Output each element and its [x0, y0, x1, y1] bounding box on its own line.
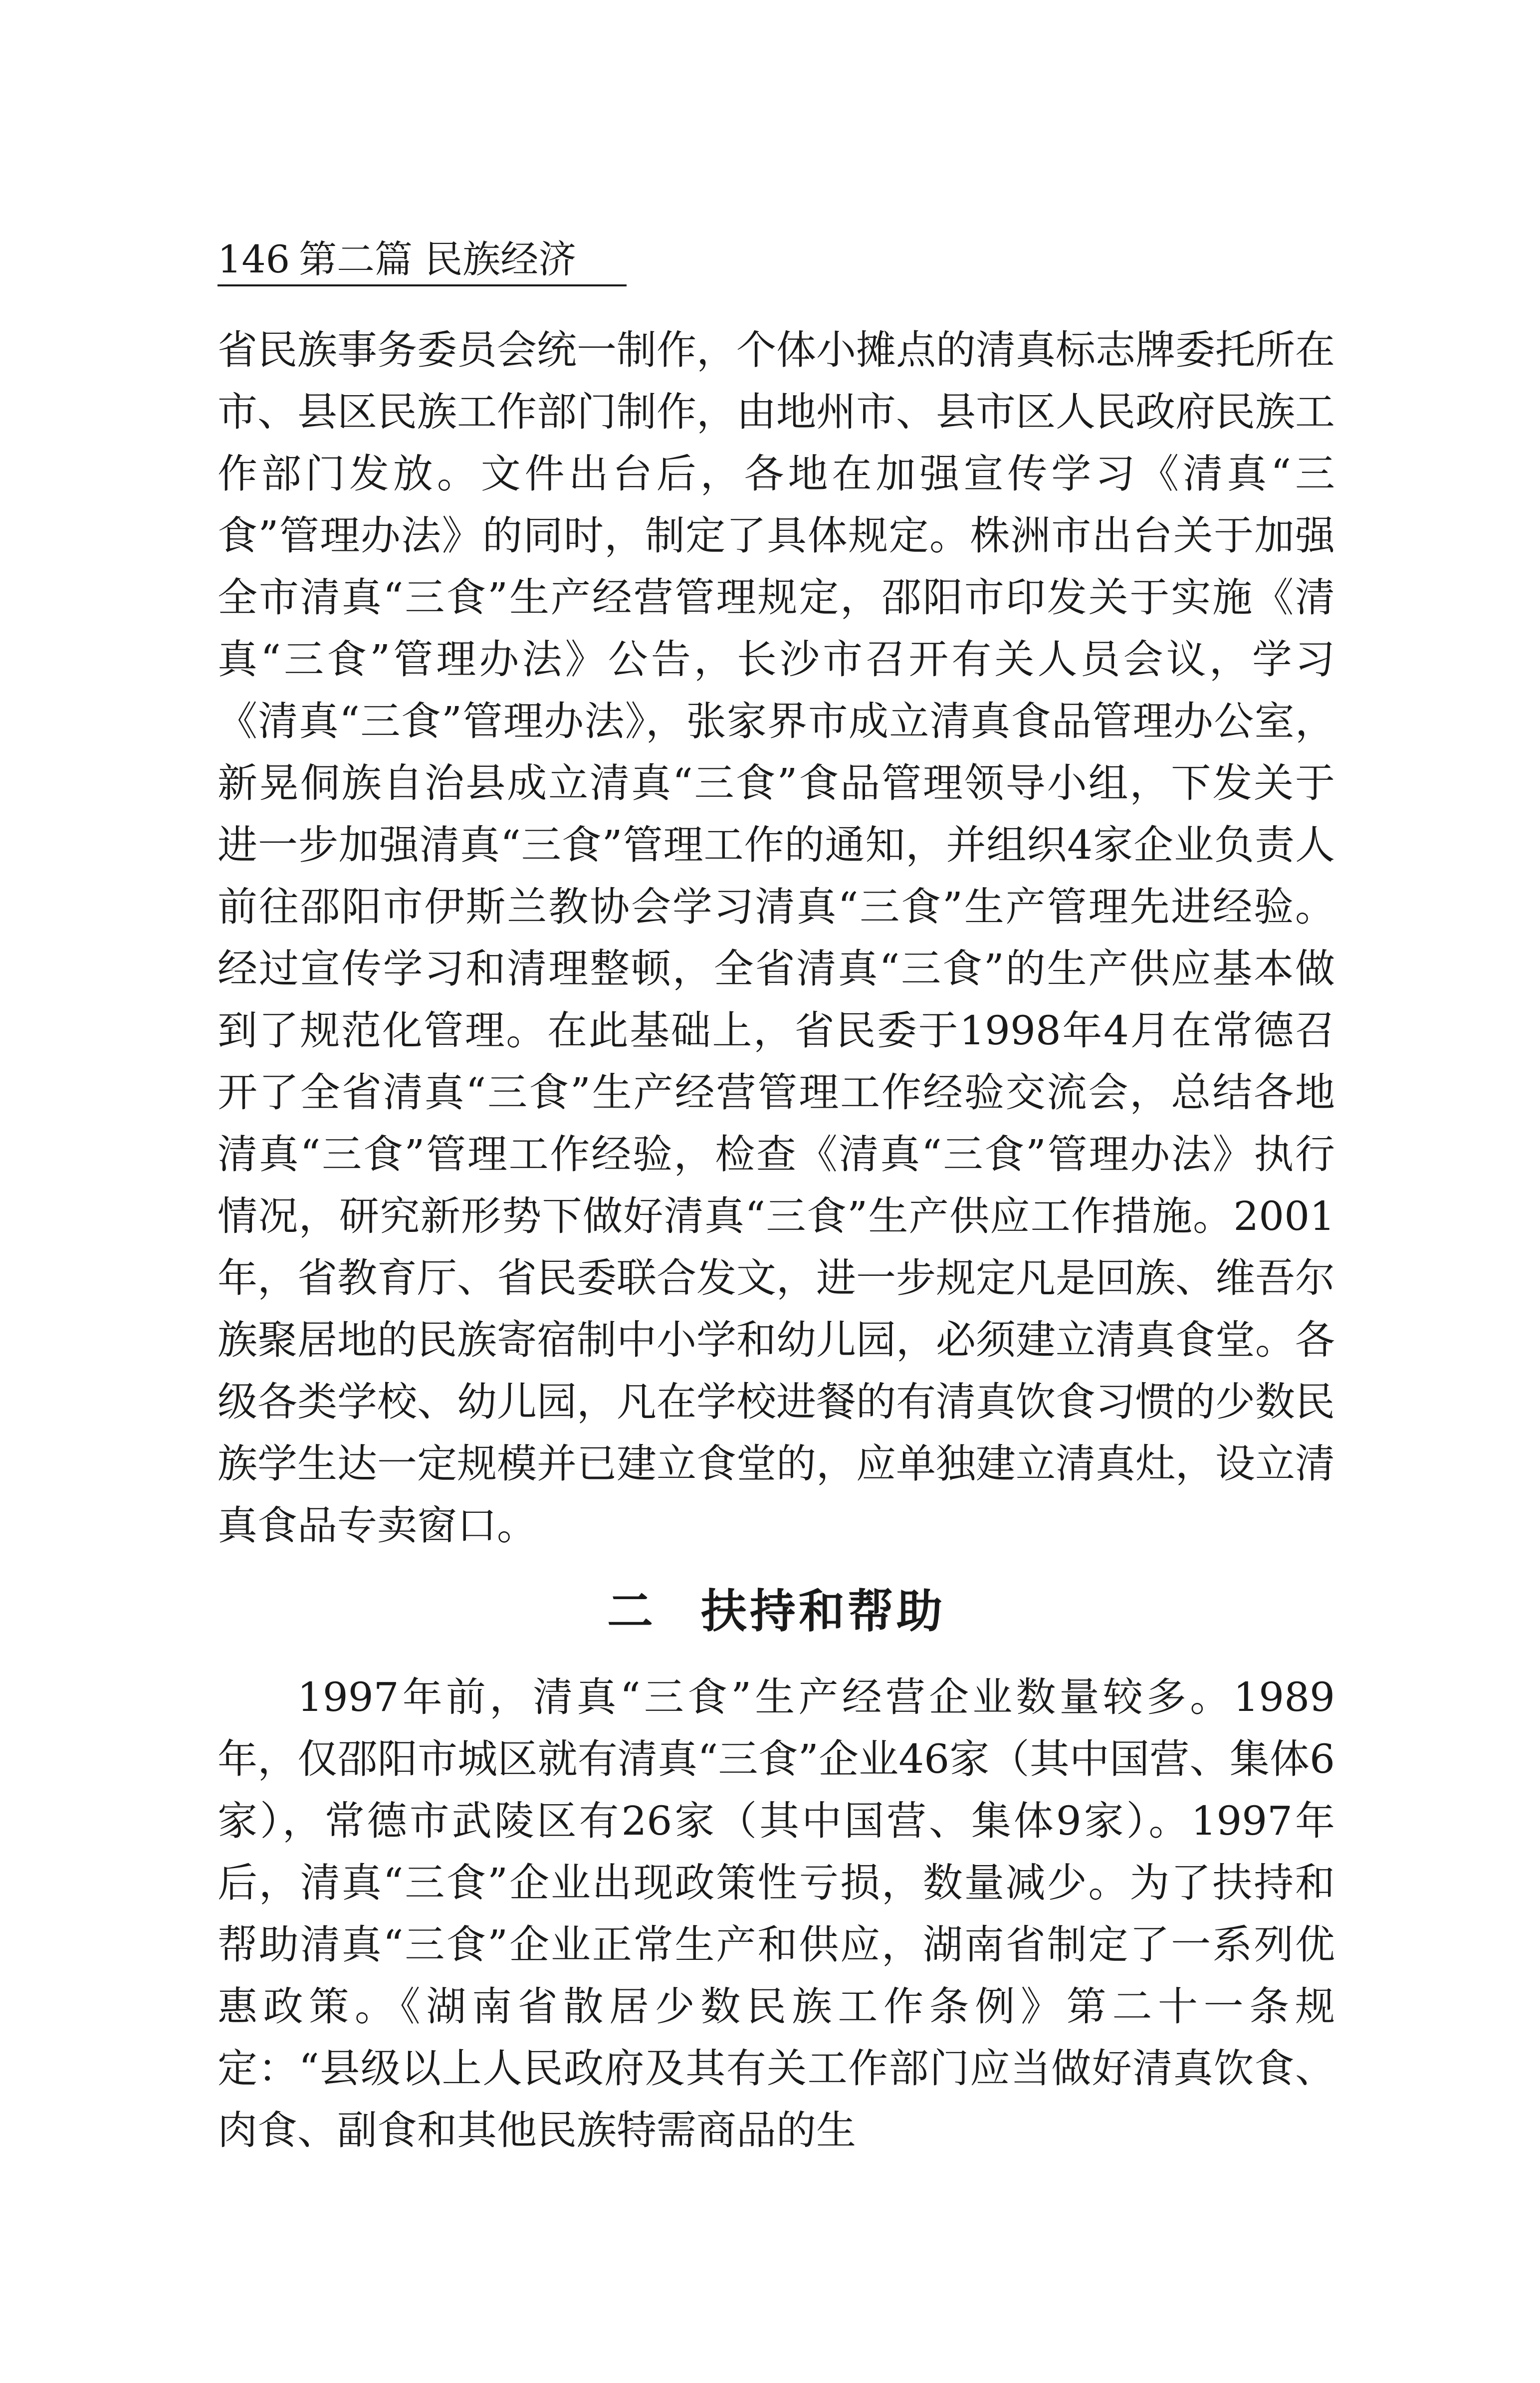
body-text	[218, 319, 1335, 2161]
section-heading	[218, 1577, 1335, 1647]
header-section-title: 第二篇 民族经济	[299, 237, 577, 281]
paragraph-continued: 省民族事务委员会统一制作，个体小摊点的清真标志牌委托所在市、县区民族工作部门制作，由地州市、县市区人民政府民族工作部门发放。文件出台后，各地在加强宣传学习《清真“三食”管理办法》的同时，制定了具体规定。株洲市出台关于加强全市清真“三食”生产经营管理规定，邵阳市印发关于实施《清真“三食”管理办法》公告，长沙市召开有关人员会议，学习《清真“三食”管理办法》，张家界市成立清真食品管理办公室，新晃侗族自治县成立清真“三食”食品管理领导小组，下发关于进一步加强清真“三食”管理工作的通知，并组织4家企业负责人前往邵阳市伊斯兰教协会学习清真“三食”生产管理先进经验。经过宣传学习和清理整顿，全省清真“三食”的生产供应基本做到了规范化管理。在此基础上，省民委于1998年4月在常德召开了全省清真“三食”生产经营管理工作经验交流会，总结各地清真“三食”管理工作经验，检查《清真“三食”管理办法》执行情况，研究新形势下做好清真“三食”生产供应工作措施。2001年，省教育厅、省民委联合发文，进一步规定凡是回族、维吾尔族聚居地的民族寄宿制中小学和幼儿园，必须建立清真食堂。各级各类学校、幼儿园，凡在学校进餐的有清真饮食习惯的少数民族学生达一定规模并已建立食堂的，应单独建立清真灶，设立清真食品专卖窗口。	[218, 327, 1335, 1549]
paragraph: 1997年前，清真“三食”生产经营企业数量较多。1989年，仅邵阳市城区就有清真“三食”企业46家（其中国营、集体6家），常德市武陵区有26家（其中国营、集体9家）。1997年后，清真“三食”企业出现政策性亏损，数量减少。为了扶持和帮助清真“三食”企业正常生产和供应，湖南省制定了一系列优惠政策。《湖南省散居少数民族工作条例》第二十一条规定：“县级以上人民政府及其有关工作部门应当做好清真饮食、肉食、副食和其他民族特需商品的生	[218, 1674, 1335, 2153]
section-heading-number: 二	[607, 1585, 656, 1638]
page-number: 146	[218, 237, 290, 281]
running-header	[218, 235, 627, 286]
section-heading-title: 扶持和帮助	[701, 1585, 946, 1638]
